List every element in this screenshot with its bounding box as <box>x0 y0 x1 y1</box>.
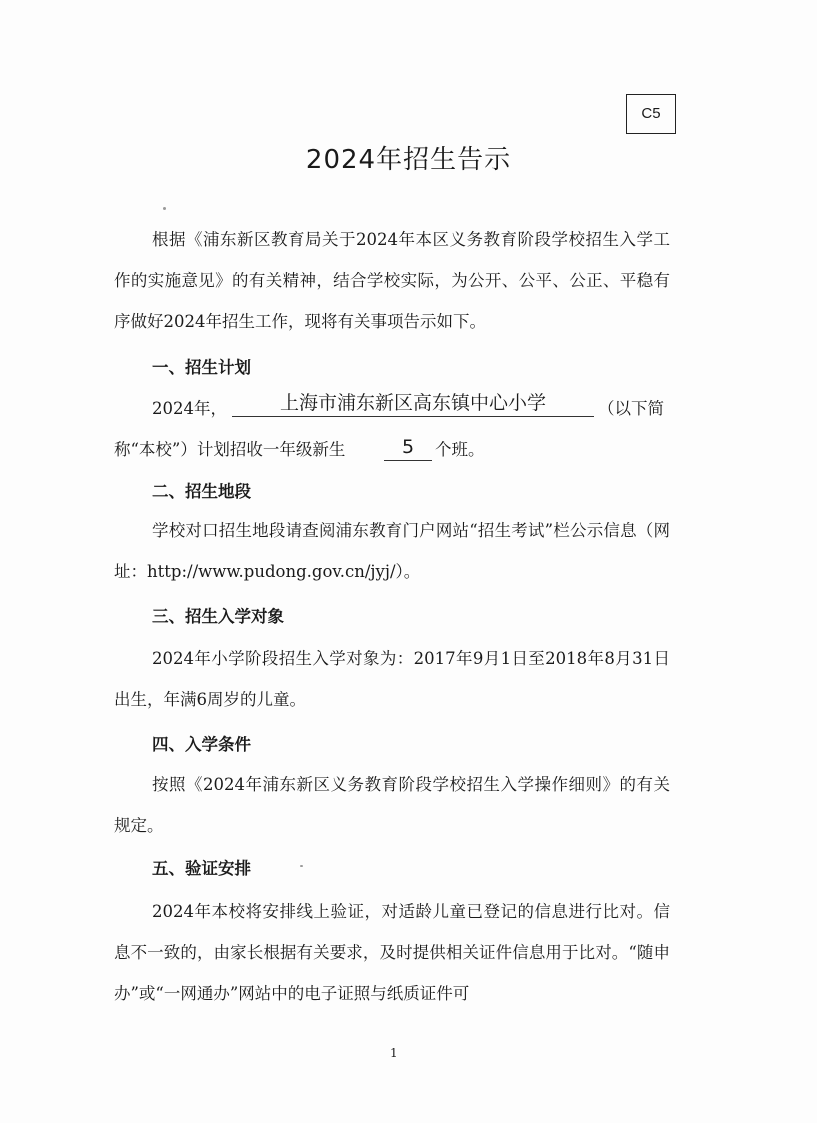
zone-paragraph: 学校对口招生地段请查阅浦东教育门户网站“招生考试”栏公示信息（网址：http://www.pudong.gov.cn/jyj/）。 <box>114 521 670 581</box>
document-code-box: C5 <box>626 94 676 134</box>
plan-line1-suffix: （以下简 <box>598 399 664 418</box>
section-heading-zone: 二、招生地段 <box>152 482 251 501</box>
plan-line2-prefix: 称“本校”）计划招收一年级新生 <box>114 440 346 459</box>
plan-line1-prefix: 2024年， <box>152 399 227 418</box>
school-name-field: 上海市浦东新区高东镇中心小学 <box>232 391 594 417</box>
eligibility-paragraph: 2024年小学阶段招生入学对象为：2017年9月1日至2018年8月31日出生，年满6周岁的儿童。 <box>114 649 670 709</box>
section-heading-conditions: 四、入学条件 <box>152 735 251 754</box>
class-count-field: 5 <box>384 435 432 461</box>
section-heading-eligibility: 三、招生入学对象 <box>152 607 284 626</box>
document-title: 2024年招生告示 <box>305 145 512 175</box>
scan-speck <box>163 207 166 210</box>
verification-paragraph: 2024年本校将安排线上验证，对适龄儿童已登记的信息进行比对。信息不一致的，由家长根据有关要求，及时提供相关证件信息用于比对。“随申办”或“一网通办”网站中的电子证照与纸质证件可 <box>114 902 670 1003</box>
section-heading-verification: 五、验证安排 <box>152 859 251 878</box>
scan-speck <box>300 865 303 867</box>
plan-line2-suffix: 个班。 <box>435 440 485 459</box>
section-heading-plan: 一、招生计划 <box>152 358 251 377</box>
intro-paragraph: 根据《浦东新区教育局关于2024年本区义务教育阶段学校招生入学工作的实施意见》的有关精神，结合学校实际，为公开、公平、公正、平稳有序做好2024年招生工作，现将有关事项告示如下。 <box>114 230 670 331</box>
page-number: 1 <box>390 1046 398 1060</box>
conditions-paragraph: 按照《2024年浦东新区义务教育阶段学校招生入学操作细则》的有关规定。 <box>114 775 670 835</box>
